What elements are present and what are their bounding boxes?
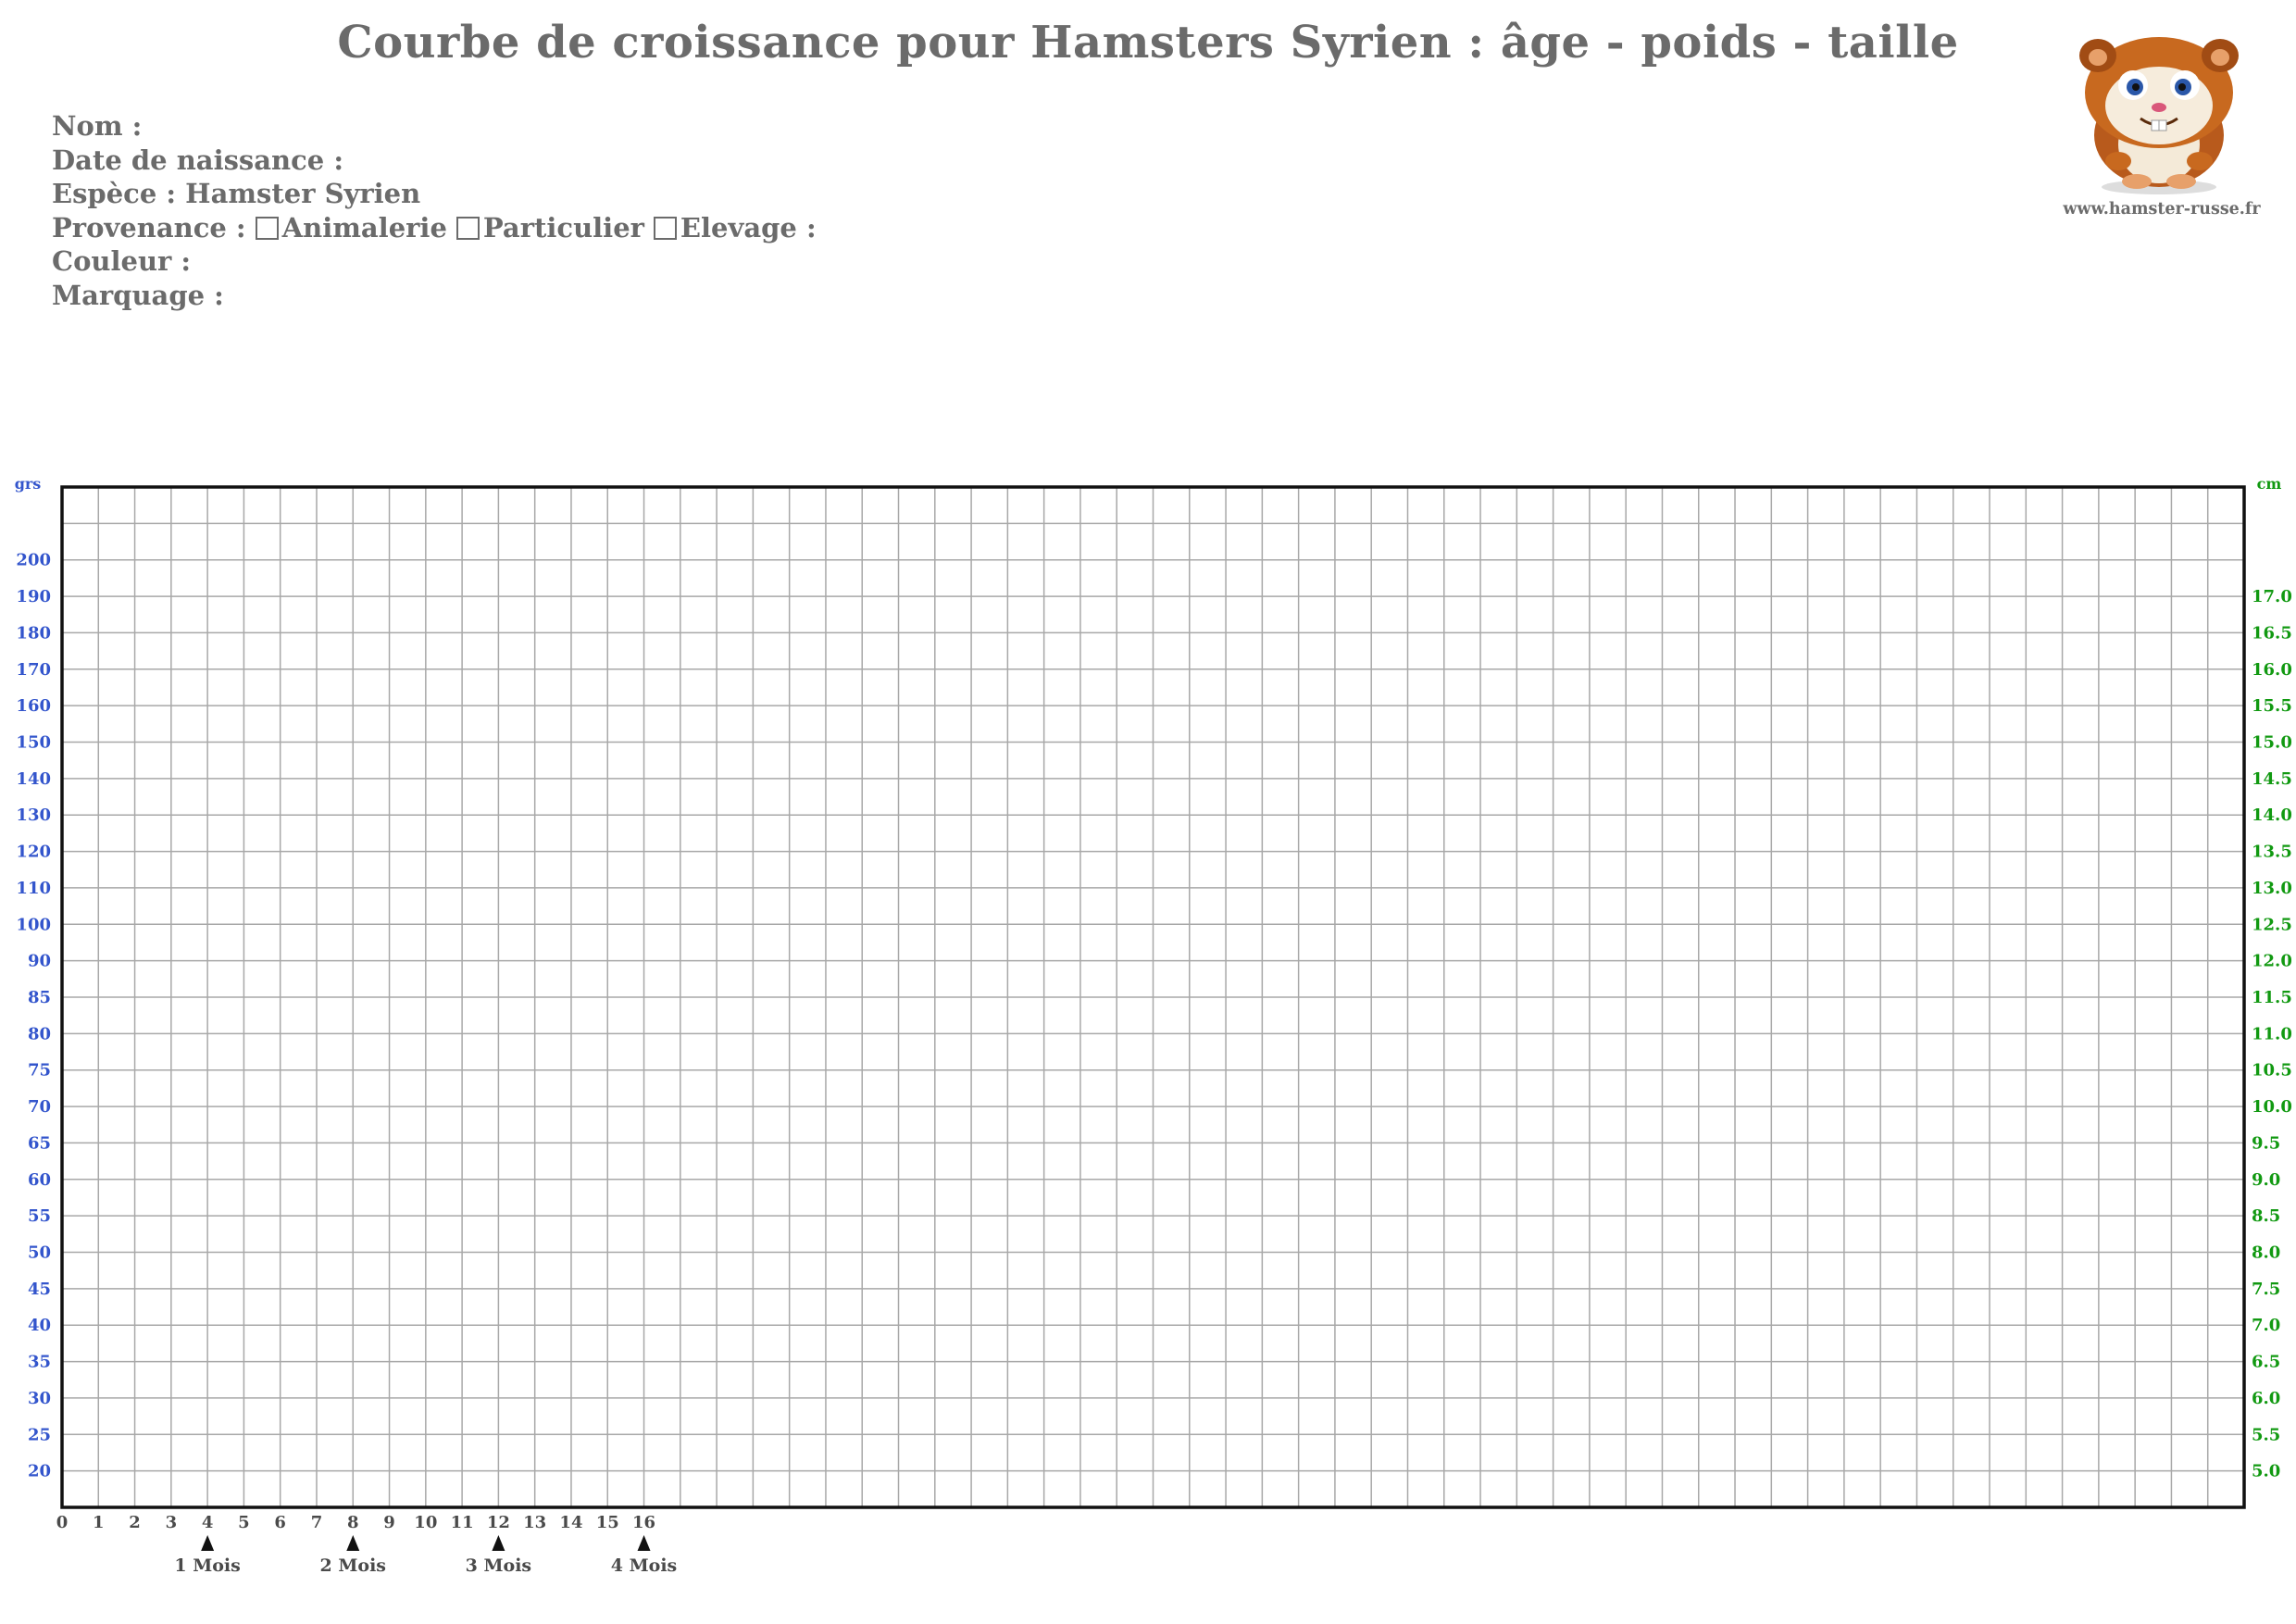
left-axis-tick-label: 110 bbox=[16, 878, 51, 898]
left-axis-unit: grs bbox=[14, 475, 42, 493]
right-axis-tick-label: 10.5 bbox=[2252, 1060, 2292, 1081]
x-axis-tick-label: 0 bbox=[56, 1513, 69, 1532]
left-axis-tick-label: 65 bbox=[27, 1133, 51, 1154]
page-title: Courbe de croissance pour Hamsters Syrien : âge - poids - taille bbox=[337, 17, 1959, 69]
left-axis-tick-label: 85 bbox=[27, 988, 51, 1007]
x-axis-tick-label: 3 bbox=[165, 1513, 178, 1532]
left-axis-tick-label: 170 bbox=[16, 659, 51, 680]
left-axis-tick-label: 180 bbox=[16, 623, 51, 643]
left-axis-tick-label: 45 bbox=[27, 1279, 51, 1299]
right-axis-tick-label: 14.0 bbox=[2252, 806, 2292, 826]
right-axis-tick-label: 17.0 bbox=[2252, 587, 2292, 607]
left-axis-tick-label: 160 bbox=[16, 696, 51, 717]
left-axis-tick-label: 190 bbox=[16, 587, 51, 607]
left-axis-tick-label: 130 bbox=[16, 806, 51, 826]
right-axis-tick-label: 5.0 bbox=[2252, 1461, 2281, 1481]
right-axis-tick-label: 8.0 bbox=[2252, 1243, 2281, 1263]
right-axis-tick-label: 12.0 bbox=[2252, 951, 2292, 971]
left-axis-tick-label: 35 bbox=[27, 1352, 51, 1372]
right-axis-tick-label: 6.0 bbox=[2252, 1388, 2281, 1408]
right-axis-tick-label: 16.0 bbox=[2252, 659, 2292, 680]
right-axis-tick-label: 9.0 bbox=[2252, 1169, 2281, 1190]
animalerie-label: Animalerie bbox=[281, 211, 447, 244]
date-naissance-label: Date de naissance : bbox=[52, 144, 344, 176]
left-axis-tick-label: 120 bbox=[16, 842, 51, 862]
x-axis-tick-label: 5 bbox=[238, 1513, 250, 1532]
right-axis-tick-label: 6.5 bbox=[2252, 1352, 2281, 1372]
left-axis-tick-label: 25 bbox=[27, 1425, 51, 1445]
month-marker-arrow-icon bbox=[492, 1535, 505, 1551]
x-axis-tick-label: 8 bbox=[347, 1513, 359, 1532]
right-axis-tick-label: 5.5 bbox=[2252, 1425, 2281, 1445]
x-axis-tick-label: 10 bbox=[414, 1513, 438, 1532]
x-axis-tick-label: 1 bbox=[93, 1513, 105, 1532]
month-marker-label: 1 Mois bbox=[174, 1555, 241, 1576]
left-axis-tick-label: 60 bbox=[27, 1169, 51, 1190]
particulier-label: Particulier bbox=[482, 211, 644, 244]
x-axis-tick-label: 4 bbox=[201, 1513, 214, 1532]
left-axis-tick-label: 40 bbox=[27, 1316, 51, 1336]
x-axis-tick-label: 6 bbox=[274, 1513, 286, 1532]
left-axis-tick-label: 70 bbox=[27, 1097, 51, 1118]
right-axis-tick-label: 13.5 bbox=[2252, 842, 2292, 862]
right-axis-tick-label: 11.5 bbox=[2252, 988, 2292, 1007]
month-marker-arrow-icon bbox=[638, 1535, 651, 1551]
right-axis-tick-label: 11.0 bbox=[2252, 1024, 2292, 1044]
x-axis-tick-label: 9 bbox=[383, 1513, 395, 1532]
provenance-label: Provenance : bbox=[52, 211, 246, 244]
x-axis-tick-label: 11 bbox=[450, 1513, 474, 1532]
left-axis-tick-label: 90 bbox=[27, 951, 51, 971]
x-axis-tick-label: 7 bbox=[310, 1513, 323, 1532]
left-axis-tick-label: 200 bbox=[16, 550, 51, 570]
x-axis-tick-label: 2 bbox=[129, 1513, 141, 1532]
left-axis-tick-label: 20 bbox=[27, 1461, 51, 1481]
right-axis-tick-label: 13.0 bbox=[2252, 878, 2292, 898]
x-axis-tick-label: 14 bbox=[559, 1513, 583, 1532]
right-axis-tick-label: 14.5 bbox=[2252, 768, 2292, 789]
x-axis-tick-label: 16 bbox=[632, 1513, 656, 1532]
right-axis-tick-label: 16.5 bbox=[2252, 623, 2292, 643]
elevage-label: Elevage : bbox=[680, 211, 817, 244]
right-axis-tick-label: 12.5 bbox=[2252, 915, 2292, 935]
left-axis-tick-label: 100 bbox=[16, 915, 51, 935]
right-axis-tick-label: 8.5 bbox=[2252, 1206, 2281, 1227]
right-axis-tick-label: 15.5 bbox=[2252, 696, 2292, 717]
couleur-label: Couleur : bbox=[52, 245, 192, 277]
right-axis-tick-label: 7.5 bbox=[2252, 1279, 2281, 1299]
x-axis-tick-label: 13 bbox=[523, 1513, 547, 1532]
right-axis-unit: cm bbox=[2256, 475, 2282, 493]
marquage-label: Marquage : bbox=[52, 279, 224, 311]
month-marker-label: 4 Mois bbox=[610, 1555, 678, 1576]
month-marker-arrow-icon bbox=[201, 1535, 214, 1551]
left-axis-tick-label: 80 bbox=[27, 1024, 51, 1044]
x-axis-tick-label: 12 bbox=[486, 1513, 510, 1532]
website-link[interactable]: www.hamster-russe.fr bbox=[2063, 200, 2261, 219]
right-axis-tick-label: 9.5 bbox=[2252, 1133, 2281, 1154]
left-axis-tick-label: 75 bbox=[27, 1060, 51, 1081]
nom-label: Nom : bbox=[52, 110, 143, 142]
month-marker-label: 2 Mois bbox=[319, 1555, 387, 1576]
right-axis-tick-label: 7.0 bbox=[2252, 1316, 2281, 1336]
month-marker-arrow-icon bbox=[346, 1535, 359, 1551]
x-axis-tick-label: 15 bbox=[595, 1513, 619, 1532]
left-axis-tick-label: 140 bbox=[16, 768, 51, 789]
month-marker-label: 3 Mois bbox=[465, 1555, 532, 1576]
left-axis-tick-label: 55 bbox=[27, 1206, 51, 1227]
left-axis-tick-label: 30 bbox=[27, 1388, 51, 1408]
espece-label: Espèce : Hamster Syrien bbox=[52, 178, 421, 209]
left-axis-tick-label: 50 bbox=[27, 1243, 51, 1263]
right-axis-tick-label: 10.0 bbox=[2252, 1097, 2292, 1118]
left-axis-tick-label: 150 bbox=[16, 732, 51, 753]
right-axis-tick-label: 15.0 bbox=[2252, 732, 2292, 753]
